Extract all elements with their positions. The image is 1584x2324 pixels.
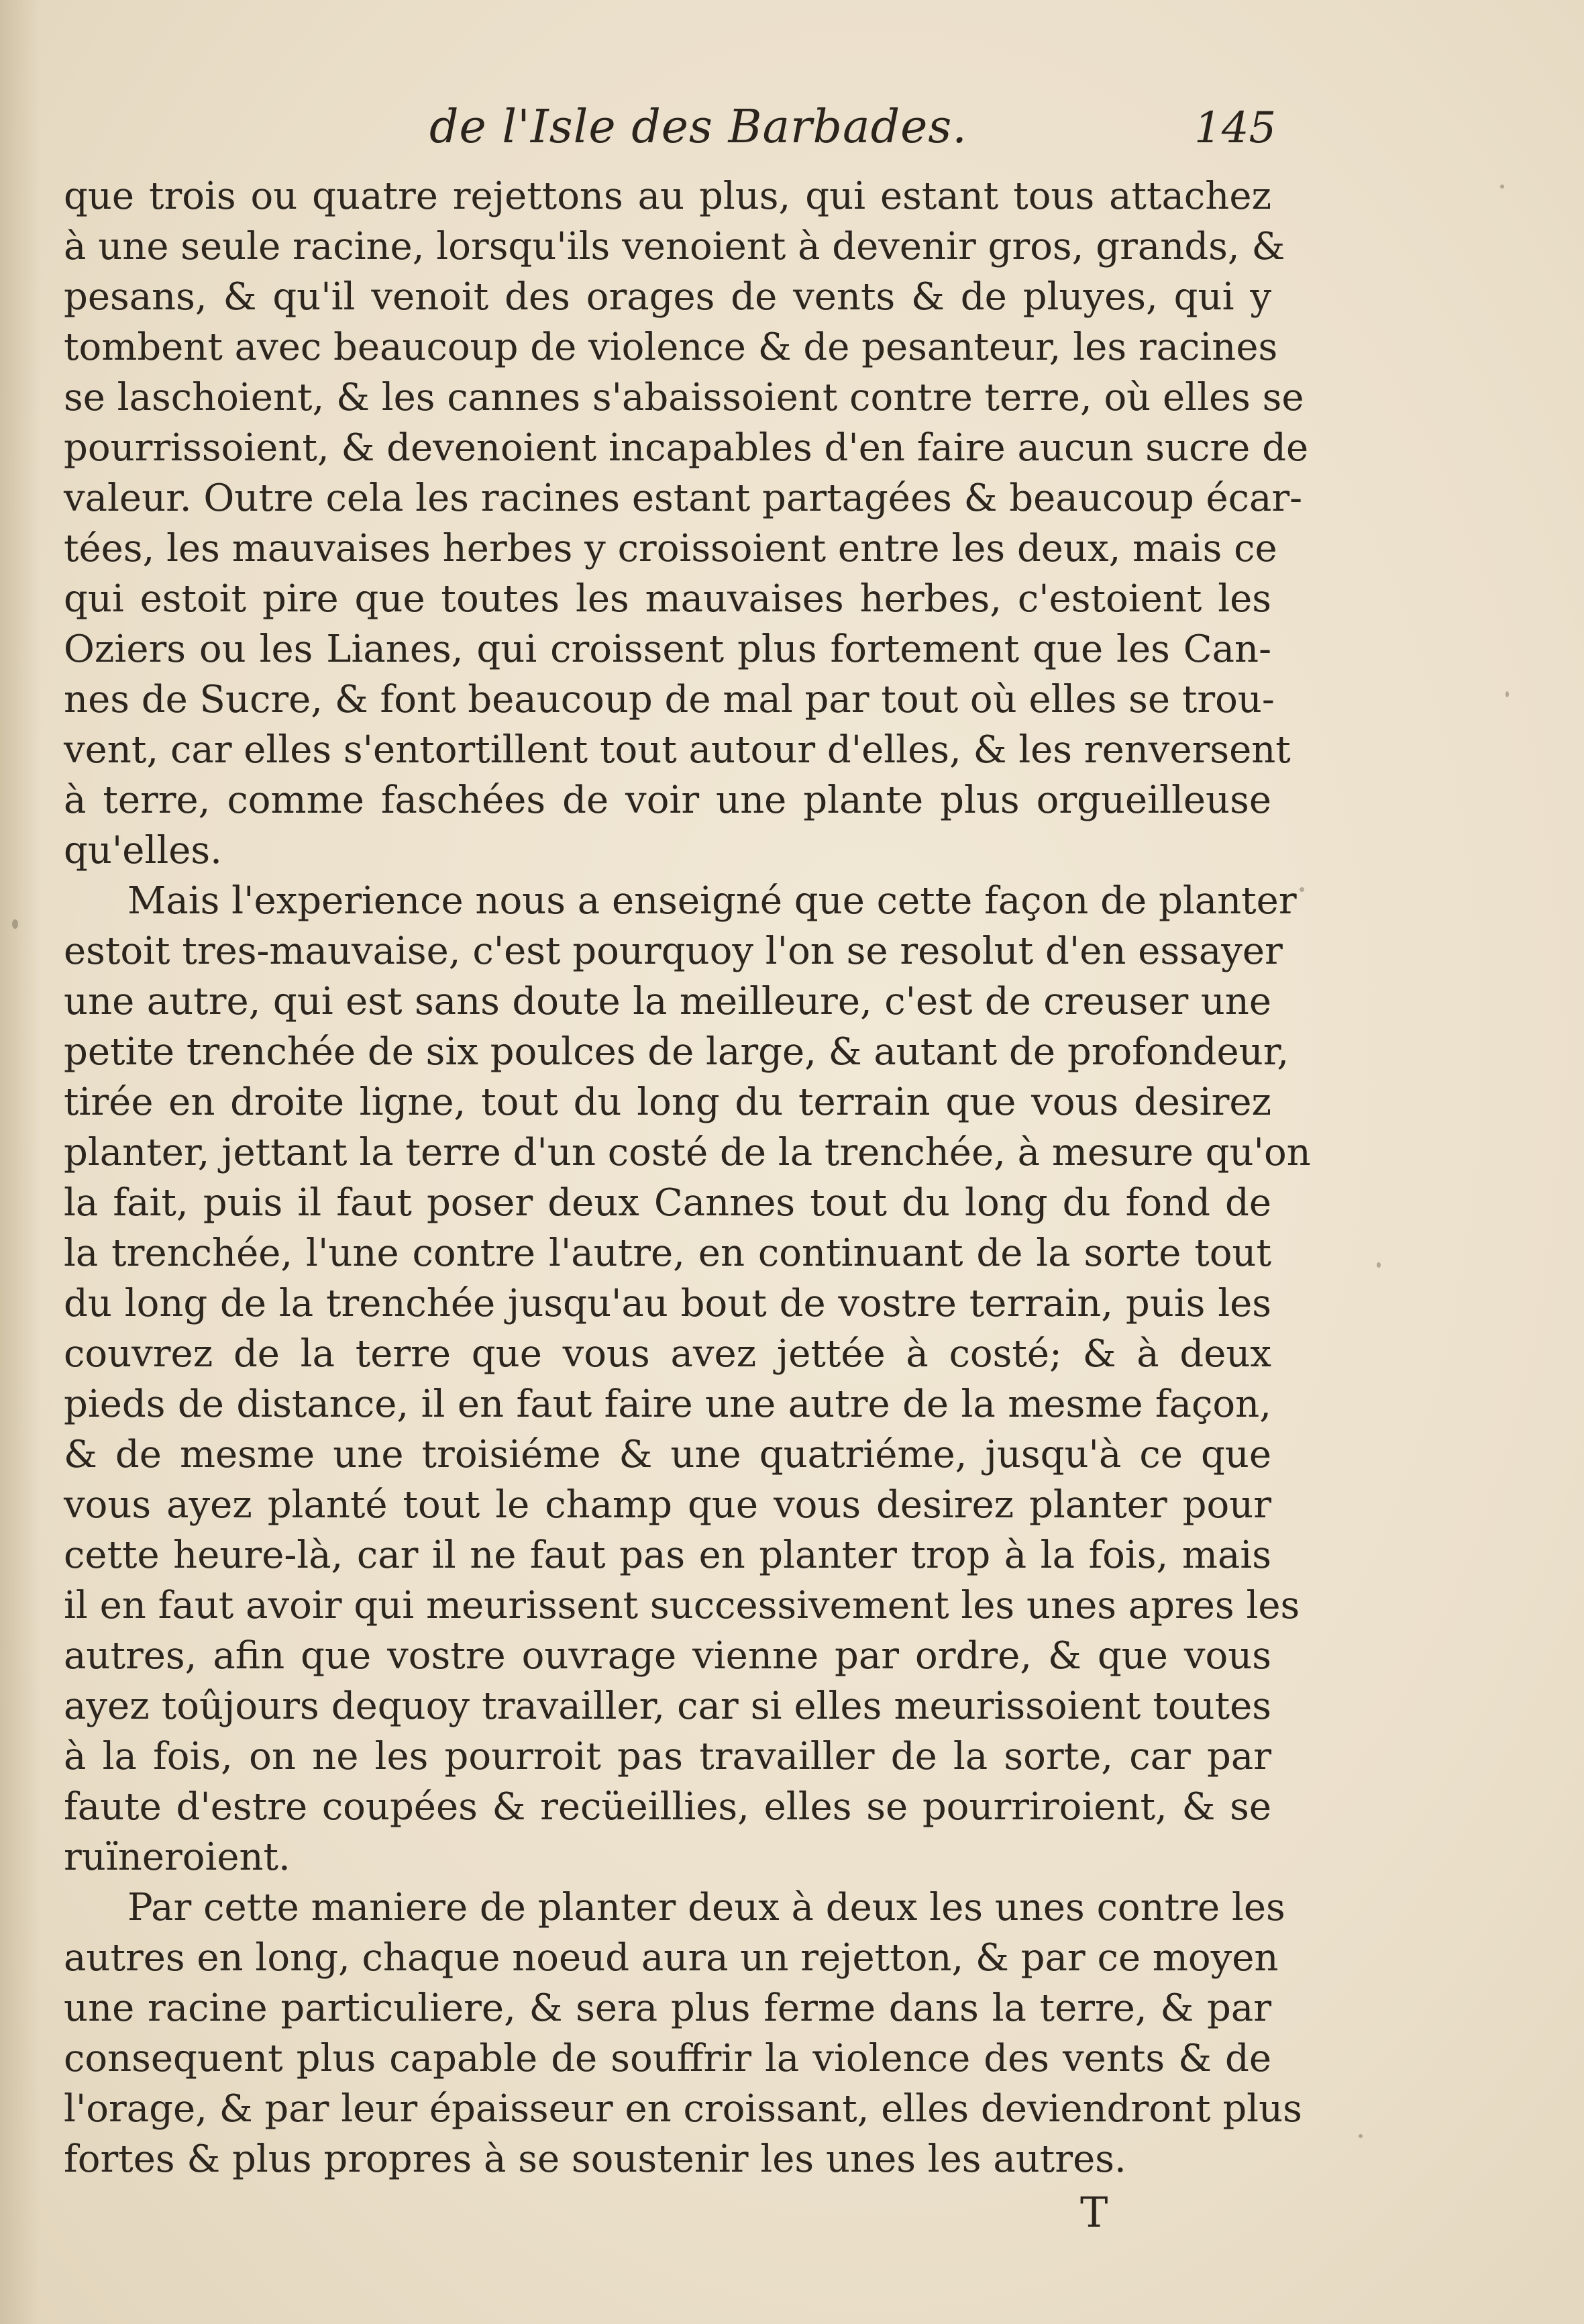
text-line: fortes & plus propres à se soustenir les unes les autres. xyxy=(64,2137,1126,2181)
text-line: autres, afin que vostre ouvrage vienne par ordre, & que vous xyxy=(64,1634,1271,1678)
paper-speck xyxy=(1506,691,1509,697)
text-line: qu'elles. xyxy=(64,829,222,872)
text-line: qui estoit pire que toutes les mauvaises herbes, c'estoient les xyxy=(64,577,1271,621)
text-line: la trenchée, l'une contre l'autre, en continuant de la sorte tout xyxy=(64,1231,1271,1275)
page-number: 145 xyxy=(1194,103,1277,153)
text-line: planter, jettant la terre d'un costé de la trenchée, à mesure qu'on xyxy=(64,1131,1311,1174)
paragraph-3 xyxy=(64,1882,1302,2184)
text-line: à une seule racine, lorsqu'ils venoient à devenir gros, grands, & xyxy=(64,225,1285,268)
text-line: ayez toûjours dequoy travailler, car si elles meurissoient toutes xyxy=(64,1684,1271,1728)
text-line: ruïneroient. xyxy=(64,1835,291,1879)
catchword: T xyxy=(1080,2188,1108,2237)
paragraph-2 xyxy=(64,876,1311,1882)
text-line: pesans, & qu'il venoit des orages de vents & de pluyes, qui y xyxy=(64,275,1271,319)
text-line: cette heure-là, car il ne faut pas en planter trop à la fois, mais xyxy=(64,1533,1271,1577)
text-line: petite trenchée de six poulces de large, & autant de profondeur, xyxy=(64,1030,1289,1074)
text-line: tées, les mauvaises herbes y croissoient entre les deux, mais ce xyxy=(64,527,1277,570)
paper-speck xyxy=(1359,2134,1363,2138)
text-line: autres en long, chaque noeud aura un rejetton, & par ce moyen xyxy=(64,1936,1279,1980)
paper-speck xyxy=(1377,1262,1381,1268)
text-line: à terre, comme faschées de voir une plante plus orgueilleuse xyxy=(64,778,1271,822)
text-line: tombent avec beaucoup de violence & de pesanteur, les racines xyxy=(64,325,1278,369)
paragraph-1 xyxy=(64,171,1309,876)
text-line: une autre, qui est sans doute la meilleure, c'est de creuser une xyxy=(64,980,1271,1023)
paper-speck xyxy=(1300,887,1304,892)
text-line: il en faut avoir qui meurissent successivement les unes apres les xyxy=(64,1584,1300,1627)
text-line: consequent plus capable de souffrir la violence des vents & de xyxy=(64,2037,1271,2080)
text-line: une racine particuliere, & sera plus ferme dans la terre, & par xyxy=(64,1986,1271,2030)
text-line: pieds de distance, il en faut faire une autre de la mesme façon, xyxy=(64,1382,1271,1426)
paper-speck xyxy=(1500,185,1504,189)
text-line: & de mesme une troisiéme & une quatriéme, jusqu'à ce que xyxy=(64,1433,1271,1476)
text-line: nes de Sucre, & font beaucoup de mal par tout où elles se trou- xyxy=(64,678,1275,721)
text-line: tirée en droite ligne, tout du long du terrain que vous desirez xyxy=(64,1080,1271,1124)
text-line: du long de la trenchée jusqu'au bout de vostre terrain, puis les xyxy=(64,1282,1271,1325)
text-line: estoit tres-mauvaise, c'est pourquoy l'on se resolut d'en essayer xyxy=(64,929,1283,973)
running-title: de l'Isle des Barbades. xyxy=(429,101,967,154)
text-line: couvrez de la terre que vous avez jettée à costé; & à deux xyxy=(64,1332,1271,1376)
text-line: Oziers ou les Lianes, qui croissent plus fortement que les Can- xyxy=(64,627,1271,671)
text-line: valeur. Outre cela les racines estant partagées & beaucoup écar- xyxy=(64,476,1303,520)
paper-speck xyxy=(12,919,18,929)
text-line: la fait, puis il faut poser deux Cannes tout du long du fond de xyxy=(64,1181,1271,1225)
text-line: pourrissoient, & devenoient incapables d'en faire aucun sucre de xyxy=(64,426,1309,470)
gutter-shadow xyxy=(0,0,40,2324)
page-header xyxy=(0,101,1584,174)
text-line: Par cette maniere de planter deux à deux les unes contre les xyxy=(127,1886,1285,1929)
body-text xyxy=(64,171,1311,2184)
text-line: Mais l'experience nous a enseigné que cette façon de planter xyxy=(127,879,1297,923)
text-line: que trois ou quatre rejettons au plus, qui estant tous attachez xyxy=(64,174,1271,218)
text-line: à la fois, on ne les pourroit pas travailler de la sorte, car par xyxy=(64,1735,1271,1778)
text-line: se laschoient, & les cannes s'abaissoient contre terre, où elles se xyxy=(64,376,1304,419)
text-line: vous ayez planté tout le champ que vous desirez planter pour xyxy=(64,1483,1271,1527)
text-line: vent, car elles s'entortillent tout autour d'elles, & les renversent xyxy=(64,728,1291,772)
text-line: faute d'estre coupées & recüeillies, elles se pourriroient, & se xyxy=(64,1785,1271,1829)
text-line: l'orage, & par leur épaisseur en croissant, elles deviendront plus xyxy=(64,2087,1302,2131)
